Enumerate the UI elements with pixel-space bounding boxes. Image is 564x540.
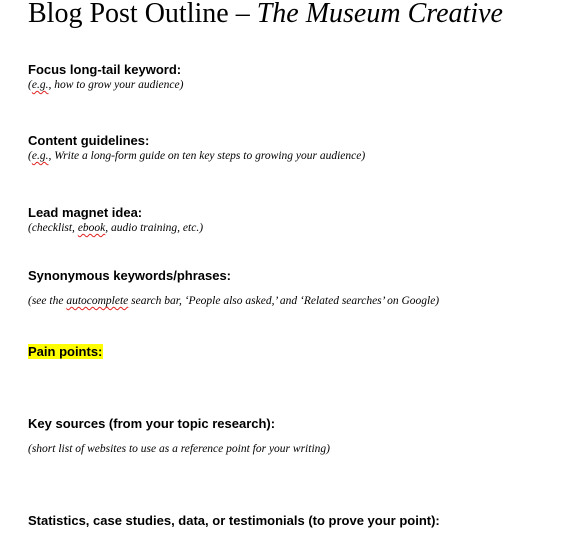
hint-prefix: ( [28, 79, 32, 91]
hint-suffix: , Write a long-form guide on ten key steps to growing your audience) [48, 150, 366, 162]
section-heading: Key sources (from your topic research): [28, 416, 276, 431]
section-heading: Synonymous keywords/phrases: [28, 268, 232, 283]
section-statistics [28, 513, 440, 529]
section-heading: Content guidelines: [28, 133, 150, 148]
hint-suffix: search bar, ‘People also asked,’ and ‘Related searches’ on Google) [128, 295, 440, 307]
document-title-italic: The Museum Creative [256, 0, 503, 29]
hint-suffix: , how to grow your audience) [48, 79, 184, 91]
document-title [28, 0, 503, 30]
spellcheck-flagged-word: e.g. [31, 79, 49, 91]
spellcheck-flagged-word: autocomplete [66, 295, 129, 307]
section-heading: Focus long-tail keyword: [28, 62, 182, 77]
spellcheck-flagged-word: e.g. [31, 150, 49, 162]
section-hint: (short list of websites to use as a reference point for your writing) [28, 443, 330, 455]
section-key-sources [28, 416, 330, 457]
section-pain-points [28, 343, 103, 361]
section-hint [28, 149, 365, 164]
section-synonymous-keywords [28, 268, 439, 309]
spellcheck-flagged-word: ebook [77, 222, 106, 234]
section-content-guidelines [28, 133, 365, 164]
section-heading: Statistics, case studies, data, or testimonials (to prove your point): [28, 513, 440, 528]
hint-prefix: (see the [28, 295, 67, 307]
section-heading-highlighted: Pain points: [28, 344, 103, 359]
hint-suffix: , audio training, etc.) [105, 222, 204, 234]
section-hint [28, 221, 203, 236]
hint-prefix: (checklist, [28, 222, 78, 234]
hint-prefix: ( [28, 150, 32, 162]
section-hint [28, 294, 439, 309]
section-lead-magnet [28, 205, 203, 236]
section-heading: Lead magnet idea: [28, 205, 143, 220]
section-focus-keyword [28, 62, 183, 93]
section-hint [28, 78, 183, 93]
document-title-plain: Blog Post Outline – [28, 0, 257, 29]
